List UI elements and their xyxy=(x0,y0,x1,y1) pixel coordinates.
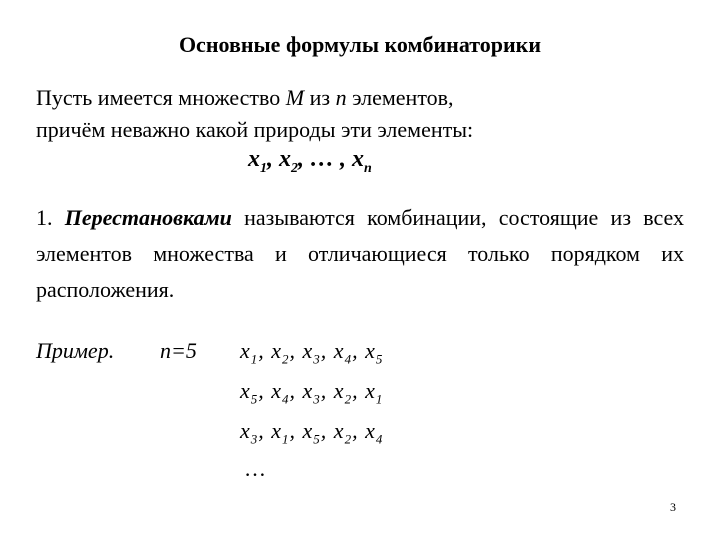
set-name: M xyxy=(285,85,305,110)
permutation-element: $x_2$ xyxy=(333,418,353,447)
permutation-element: $x_5$ xyxy=(240,378,259,407)
permutation-element: $x_5$ xyxy=(365,338,384,367)
permutation-element: $x_4$ xyxy=(365,418,384,447)
set-elements: $x_1$, $x_2$, … , $x_n$ xyxy=(248,146,372,176)
permutation-element: $x_5$ xyxy=(302,418,321,447)
page-number: 3 xyxy=(670,500,676,514)
permutation-element: $x_2$ xyxy=(271,338,290,367)
set-element: $x_2$ xyxy=(279,146,298,176)
intro-line-2: причём неважно какой природы эти элементы: xyxy=(36,117,474,142)
slide-title: Основные формулы комбинаторики xyxy=(178,32,542,57)
count-variable: n xyxy=(335,85,347,110)
permutation-element: $x_4$ xyxy=(271,378,290,407)
definition-text: называются комбинации, состоящие из всех элементов множества и отличающиеся только порядком их расположения. xyxy=(36,205,684,302)
permutation-ellipsis: … xyxy=(244,456,266,481)
permutation-element: $x_1$ xyxy=(240,338,259,367)
example-n-value: n=5 xyxy=(160,338,197,363)
permutation-row: $x_3$, $x_1$, $x_5$, $x_2$, $x_4$ xyxy=(240,418,384,447)
permutation-element: $x_4$ xyxy=(333,338,353,367)
intro-line-1 xyxy=(36,82,696,114)
intro-text-mid: из xyxy=(304,85,336,110)
intro-paragraph xyxy=(36,82,696,146)
permutation-element: $x_1$ xyxy=(271,418,290,447)
permutation-element: $x_3$ xyxy=(302,338,321,367)
definition-paragraph xyxy=(36,200,684,308)
permutation-element: $x_2$ xyxy=(333,378,353,407)
intro-text-suffix: элементов, xyxy=(346,85,454,110)
permutation-element: $x_3$ xyxy=(240,418,259,447)
example-label: Пример. xyxy=(36,338,115,363)
definition-number: 1. xyxy=(36,205,53,230)
intro-text-prefix: Пусть имеется множество xyxy=(36,85,286,110)
permutation-element: $x_1$ xyxy=(365,378,384,407)
set-ellipsis: … xyxy=(310,146,334,172)
set-element: $x_n$ xyxy=(352,146,372,176)
definition-term: Перестановками xyxy=(64,205,232,230)
permutation-row: $x_5$, $x_4$, $x_3$, $x_2$, $x_1$ xyxy=(240,378,384,407)
permutation-element: $x_3$ xyxy=(302,378,321,407)
permutation-row: $x_1$, $x_2$, $x_3$, $x_4$, $x_5$ xyxy=(240,338,384,367)
set-element: $x_1$ xyxy=(248,146,267,176)
